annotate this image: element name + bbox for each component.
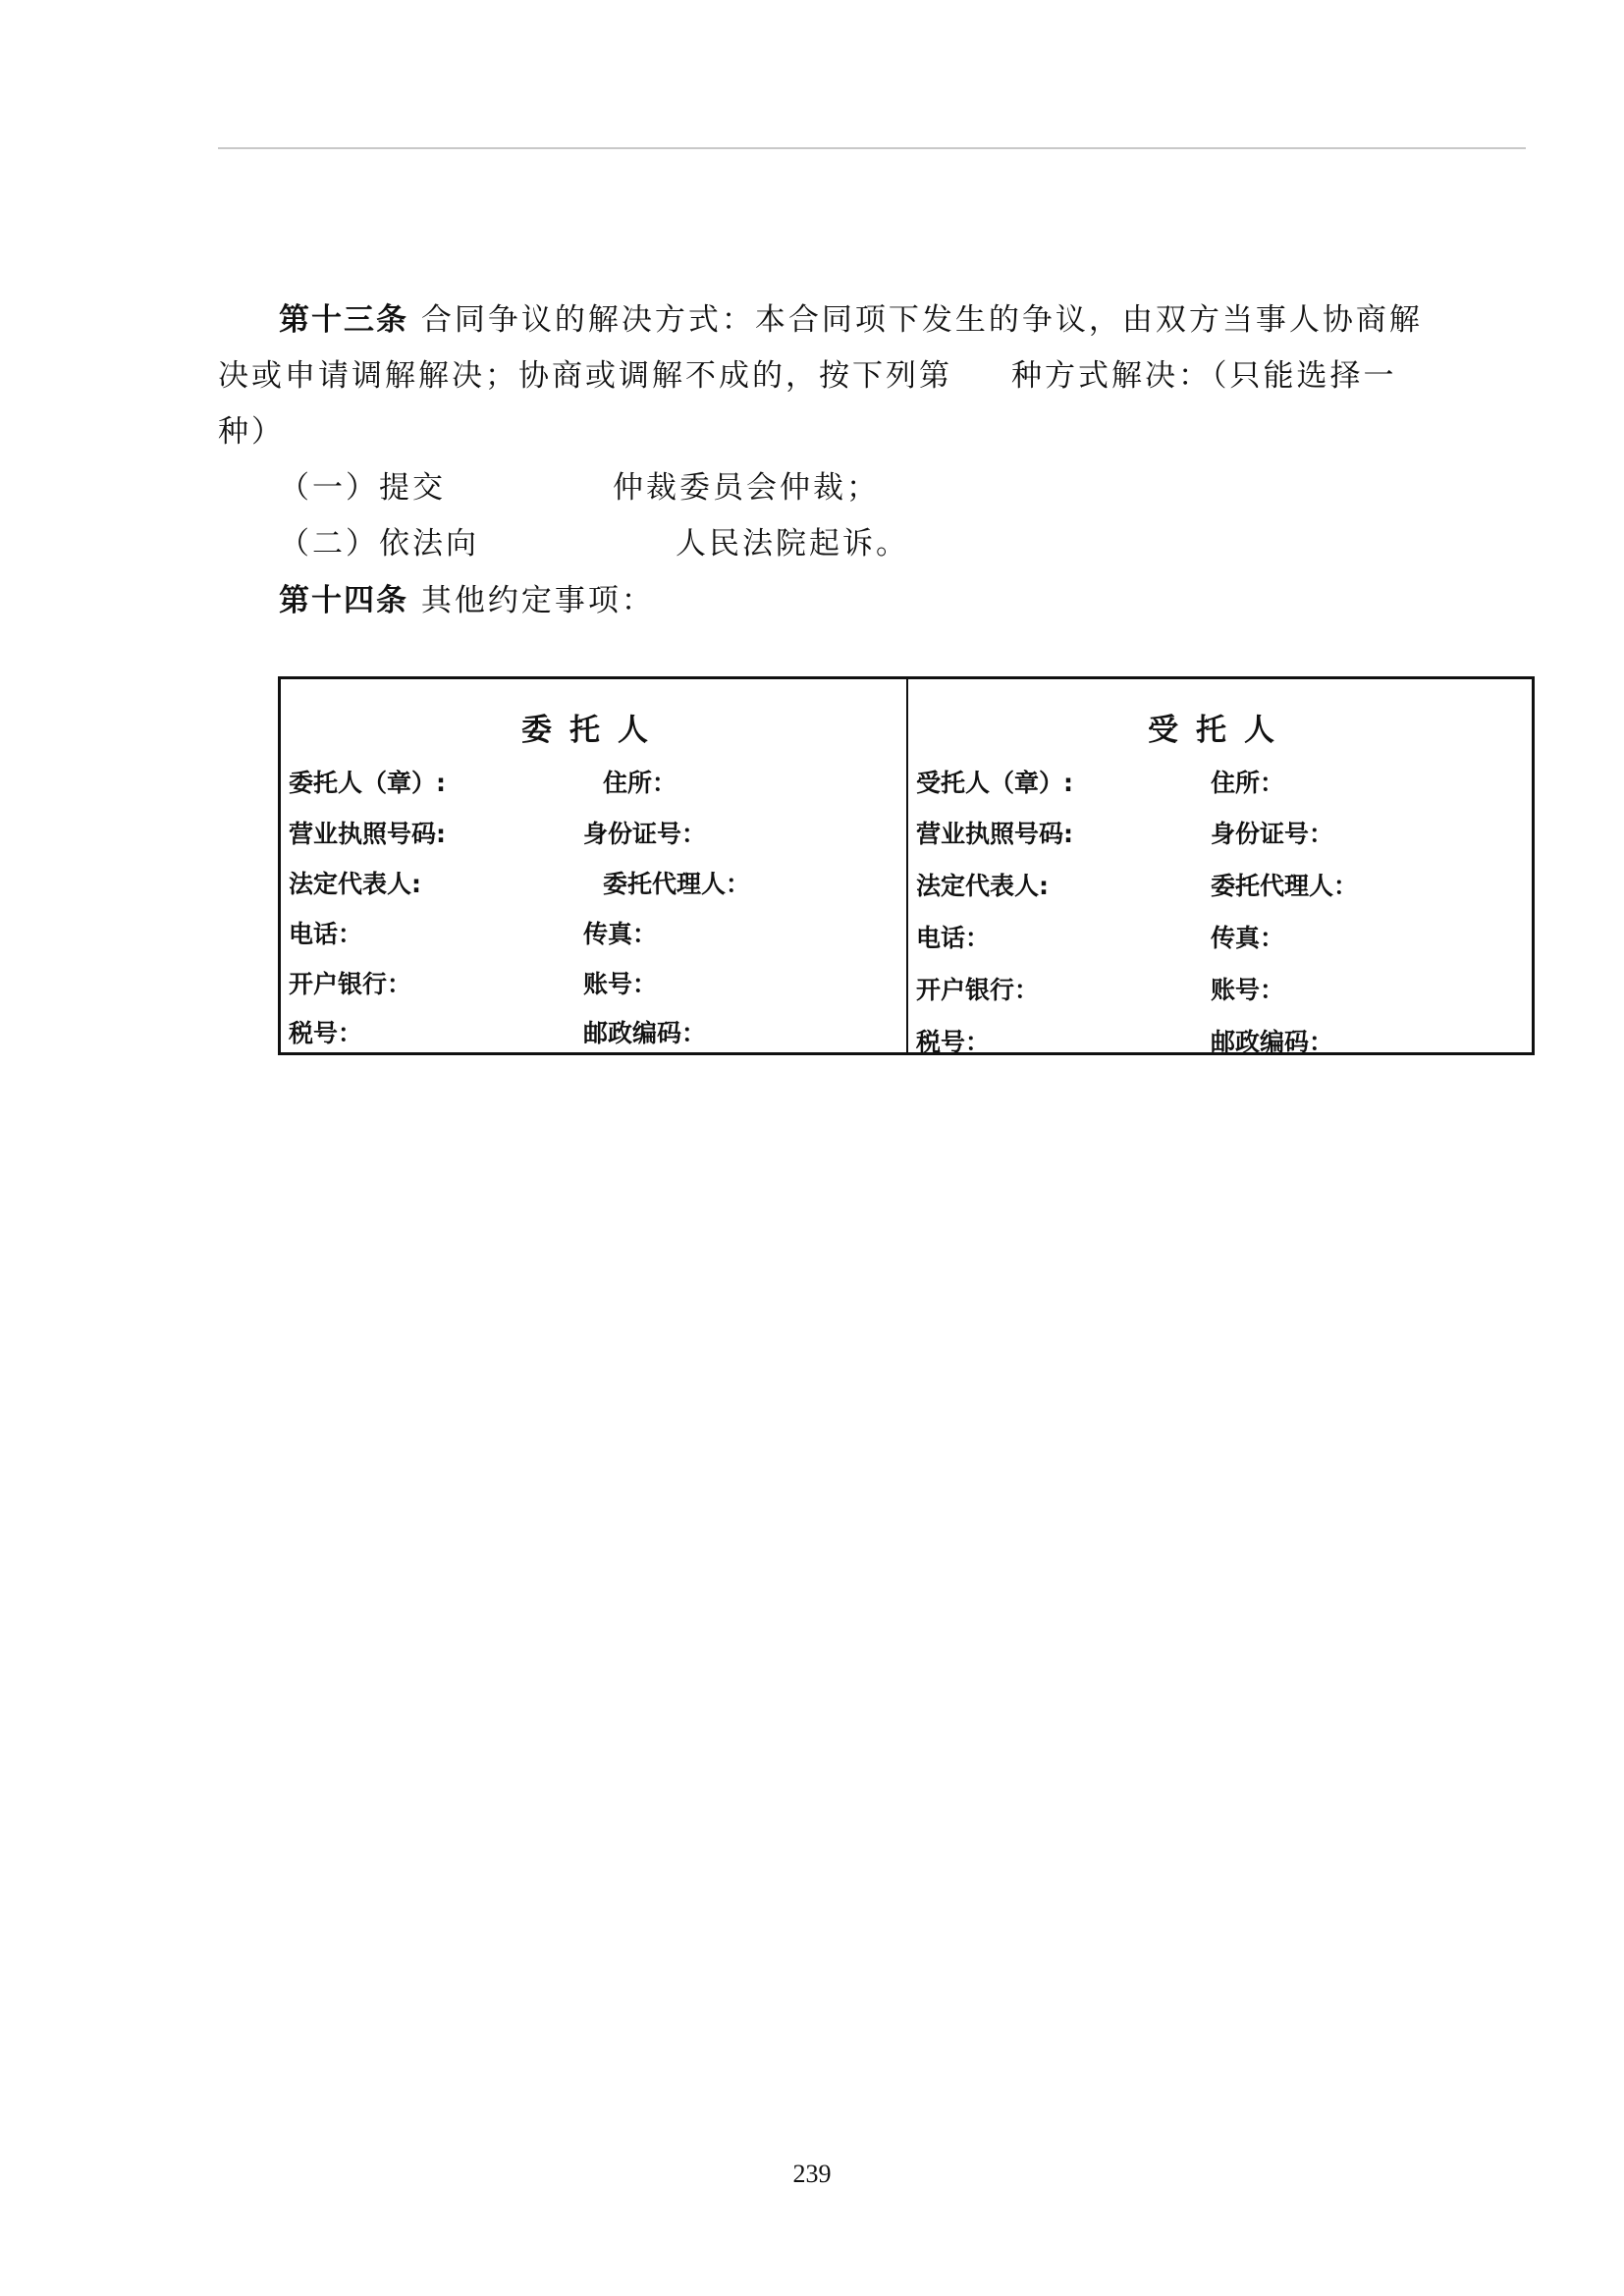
agent-party-phone-label: 电话： [916, 924, 991, 952]
article-13-text-2a: 决或申请调解解决；协商或调解不成的，按下列第 [218, 358, 952, 394]
principal-license-label: 营业执照号码: [289, 820, 446, 848]
principal-agent-label: 委托代理人： [603, 870, 751, 898]
article-13-text-2b: 种方式解决：（只能选择一 [1011, 358, 1397, 394]
article-14-line [218, 575, 655, 619]
principal-address-label: 住所： [603, 769, 677, 797]
agent-party-agent-label: 委托代理人： [1211, 872, 1359, 900]
article-14-text: 其他约定事项： [420, 583, 655, 618]
agent-party-column [906, 679, 1532, 1056]
principal-fax-label: 传真： [583, 920, 658, 948]
article-13-text-3: 种） [218, 414, 285, 450]
article-13-line-1 [218, 294, 1423, 339]
agent-party-account-label: 账号： [1211, 976, 1285, 1004]
option-2-text-a: （二）依法向 [279, 526, 479, 561]
article-13-line-3 [218, 406, 285, 451]
article-14-title: 第十四条 [279, 583, 408, 618]
agent-party-tax-label: 税号： [916, 1028, 991, 1056]
principal-column [281, 679, 906, 1052]
principal-legal-rep-label: 法定代表人: [289, 870, 421, 898]
article-13-line-2 [218, 350, 1397, 395]
agent-party-fax-label: 传真： [1211, 924, 1285, 952]
header-rule [218, 147, 1526, 149]
option-1-text-b: 仲裁委员会仲裁； [613, 470, 880, 506]
agent-party-postcode-label: 邮政编码： [1211, 1028, 1334, 1056]
agent-party-bank-label: 开户银行： [916, 976, 1040, 1004]
article-13-title: 第十三条 [279, 302, 408, 338]
principal-tax-label: 税号： [289, 1019, 363, 1047]
agent-party-name-label: 受托人（章）: [916, 769, 1073, 797]
agent-party-legal-rep-label: 法定代表人: [916, 872, 1049, 900]
article-13-option-2 [218, 518, 909, 562]
signature-table [278, 676, 1535, 1055]
article-13-option-1 [218, 462, 880, 507]
principal-id-label: 身份证号： [583, 820, 707, 848]
option-2-text-b: 人民法院起诉。 [676, 526, 909, 561]
principal-name-label: 委托人（章）: [289, 769, 446, 797]
principal-title: 委托人 [521, 713, 666, 748]
principal-postcode-label: 邮政编码： [583, 1019, 707, 1047]
agent-party-address-label: 住所： [1211, 769, 1285, 797]
page-number: 239 [792, 2160, 832, 2188]
principal-account-label: 账号： [583, 970, 658, 998]
principal-bank-label: 开户银行： [289, 970, 412, 998]
article-13-text-1: 合同争议的解决方式：本合同项下发生的争议，由双方当事人协商解 [420, 302, 1423, 338]
option-1-text-a: （一）提交 [279, 470, 446, 506]
agent-party-id-label: 身份证号： [1211, 820, 1334, 848]
principal-phone-label: 电话： [289, 920, 363, 948]
agent-party-title: 受托人 [1148, 713, 1292, 748]
agent-party-license-label: 营业执照号码: [916, 820, 1073, 848]
